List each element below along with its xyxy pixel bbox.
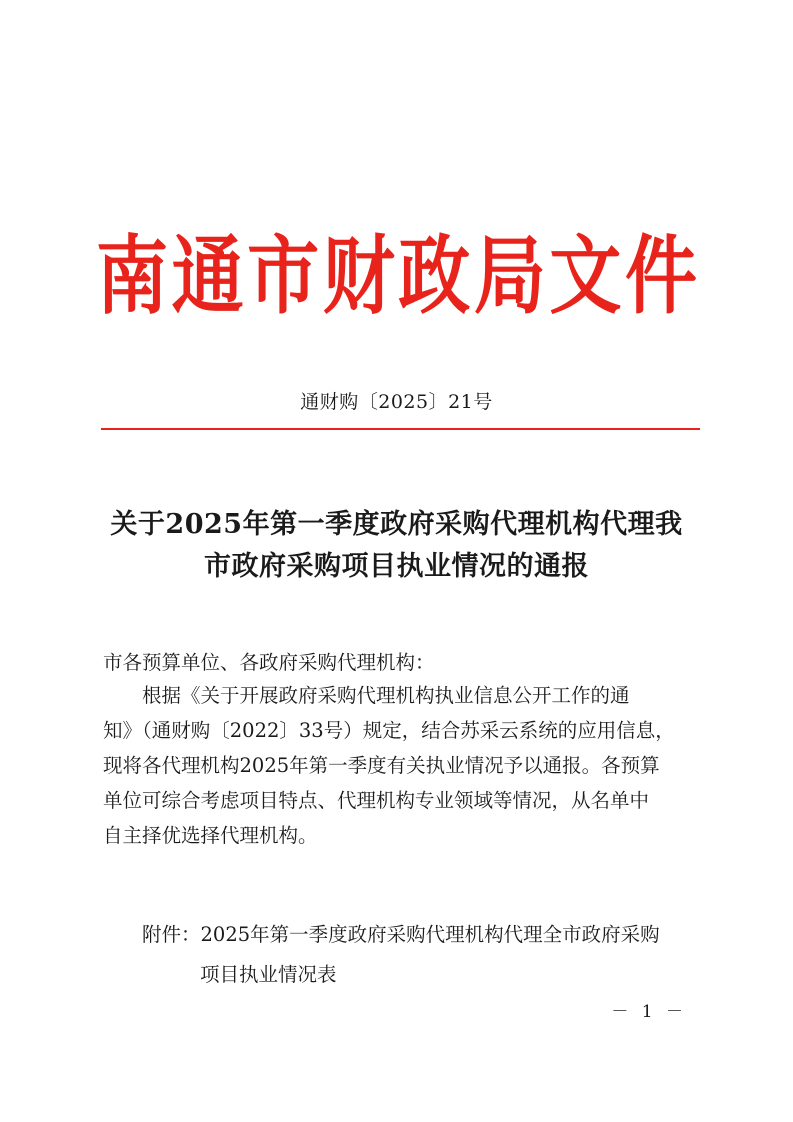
masthead-char: 文: [549, 226, 622, 326]
masthead-char: 政: [398, 226, 471, 326]
red-divider: [101, 428, 700, 430]
body-line: 现将各代理机构2025年第一季度有关执业情况予以通报。各预算: [103, 754, 660, 777]
masthead-char: 件: [624, 226, 697, 326]
body-line: 根据《关于开展政府采购代理机构执业信息公开工作的通: [142, 684, 630, 707]
salutation: 市各预算单位、各政府采购代理机构：: [103, 651, 435, 674]
body-line: 知》（通财购〔2022〕33号）规定，结合苏采云系统的应用信息，: [103, 719, 675, 742]
body-line: 单位可综合考虑项目特点、代理机构专业领域等情况，从名单中: [103, 789, 650, 812]
title-line: 关于2025年第一季度政府采购代理机构代理我: [110, 509, 683, 540]
attachment-line: 附件：2025年第一季度政府采购代理机构代理全市政府采购: [142, 923, 660, 946]
body-paragraph: [103, 678, 703, 853]
title-line: 市政府采购项目执业情况的通报: [204, 551, 589, 582]
page-number: － 1 －: [611, 1002, 687, 1022]
masthead-title: [96, 228, 697, 324]
attachment-line: 项目执业情况表: [200, 963, 337, 986]
masthead-char: 局: [473, 226, 546, 326]
document-number: 通财购〔2025〕21号: [300, 391, 493, 413]
body-line: 自主择优选择代理机构。: [103, 824, 318, 847]
attachment-note: [142, 915, 702, 995]
document-title: [60, 504, 733, 588]
masthead-char: 市: [247, 226, 320, 326]
masthead-char: 通: [171, 226, 244, 326]
masthead-char: 财: [322, 226, 395, 326]
masthead-char: 南: [96, 226, 169, 326]
